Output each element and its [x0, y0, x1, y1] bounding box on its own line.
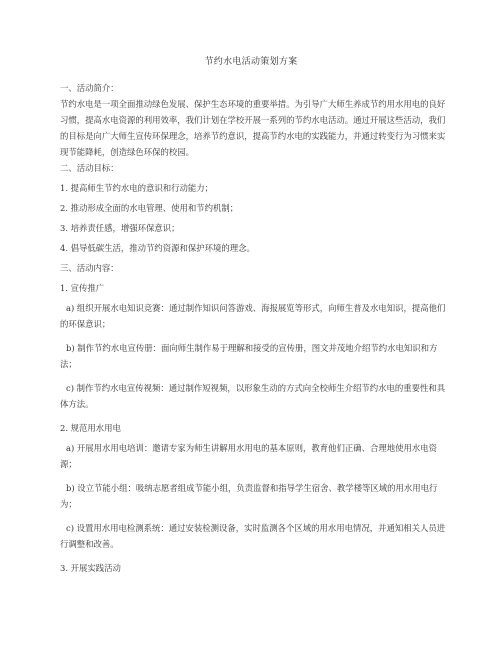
goal-item: 4. 倡导低碳生活，推动节约资源和保护环境的理念。: [60, 243, 255, 253]
content-item: a) 开展用水用电培训：邀请专家为师生讲解用水用电的基本原则，教育他们正确、合理地使用水电资源；: [60, 443, 438, 469]
section-heading-goals: 二、活动目标：: [60, 163, 119, 173]
content-item: c) 制作节约水电宣传视频：通过制作短视频，以形象生动的方式向全校师生介绍节约水电的重要性和具体方法。: [60, 383, 446, 409]
goal-item: 3. 培养责任感，增强环保意识；: [60, 223, 180, 233]
intro-paragraph: 节约水电是一项全面推动绿色发展、保护生态环境的重要举措。为引导广大师生养成节约用水用电的良好习惯，提高水电资源的利用效率，我们计划在学校开展一系列的节约水电活动。通过开展这些活动，我们的目标是向广大师生宣传环保理念，培养节约意识，提高节约水电的实践能力，并通过转变行为习惯来实现节能降耗，创造绿色环保的校园。: [60, 99, 446, 157]
section-heading-content: 三、活动内容：: [60, 263, 119, 273]
goal-item: 1. 提高师生节约水电的意识和行动能力；: [60, 183, 214, 193]
content-item: a) 组织开展水电知识竞赛：通过制作知识问答游戏、海报展览等形式，向师生普及水电知识，提高他们的环保意识；: [60, 303, 446, 329]
document-title: 节约水电活动策划方案: [204, 57, 298, 67]
section-heading-intro: 一、活动简介：: [60, 83, 119, 93]
content-item: b) 设立节能小组：吸纳志愿者组成节能小组，负责监督和指导学生宿舍、教学楼等区域的用水用电行为；: [60, 483, 438, 509]
content-item: b) 制作节约水电宣传册：面向师生制作易于理解和接受的宣传册，图文并茂地介绍节约水电知识和方法；: [60, 343, 438, 369]
subsection-label: 2. 规范用水用电: [60, 423, 121, 433]
subsection-label: 3. 开展实践活动: [60, 563, 121, 573]
content-item: c) 设置用水用电检测系统：通过安装检测设备，实时监测各个区域的用水用电情况，并通知相关人员进行调整和改善。: [60, 523, 446, 549]
goal-item: 2. 推动形成全面的水电管理、使用和节约机制；: [60, 203, 239, 213]
subsection-label: 1. 宣传推广: [60, 283, 105, 293]
